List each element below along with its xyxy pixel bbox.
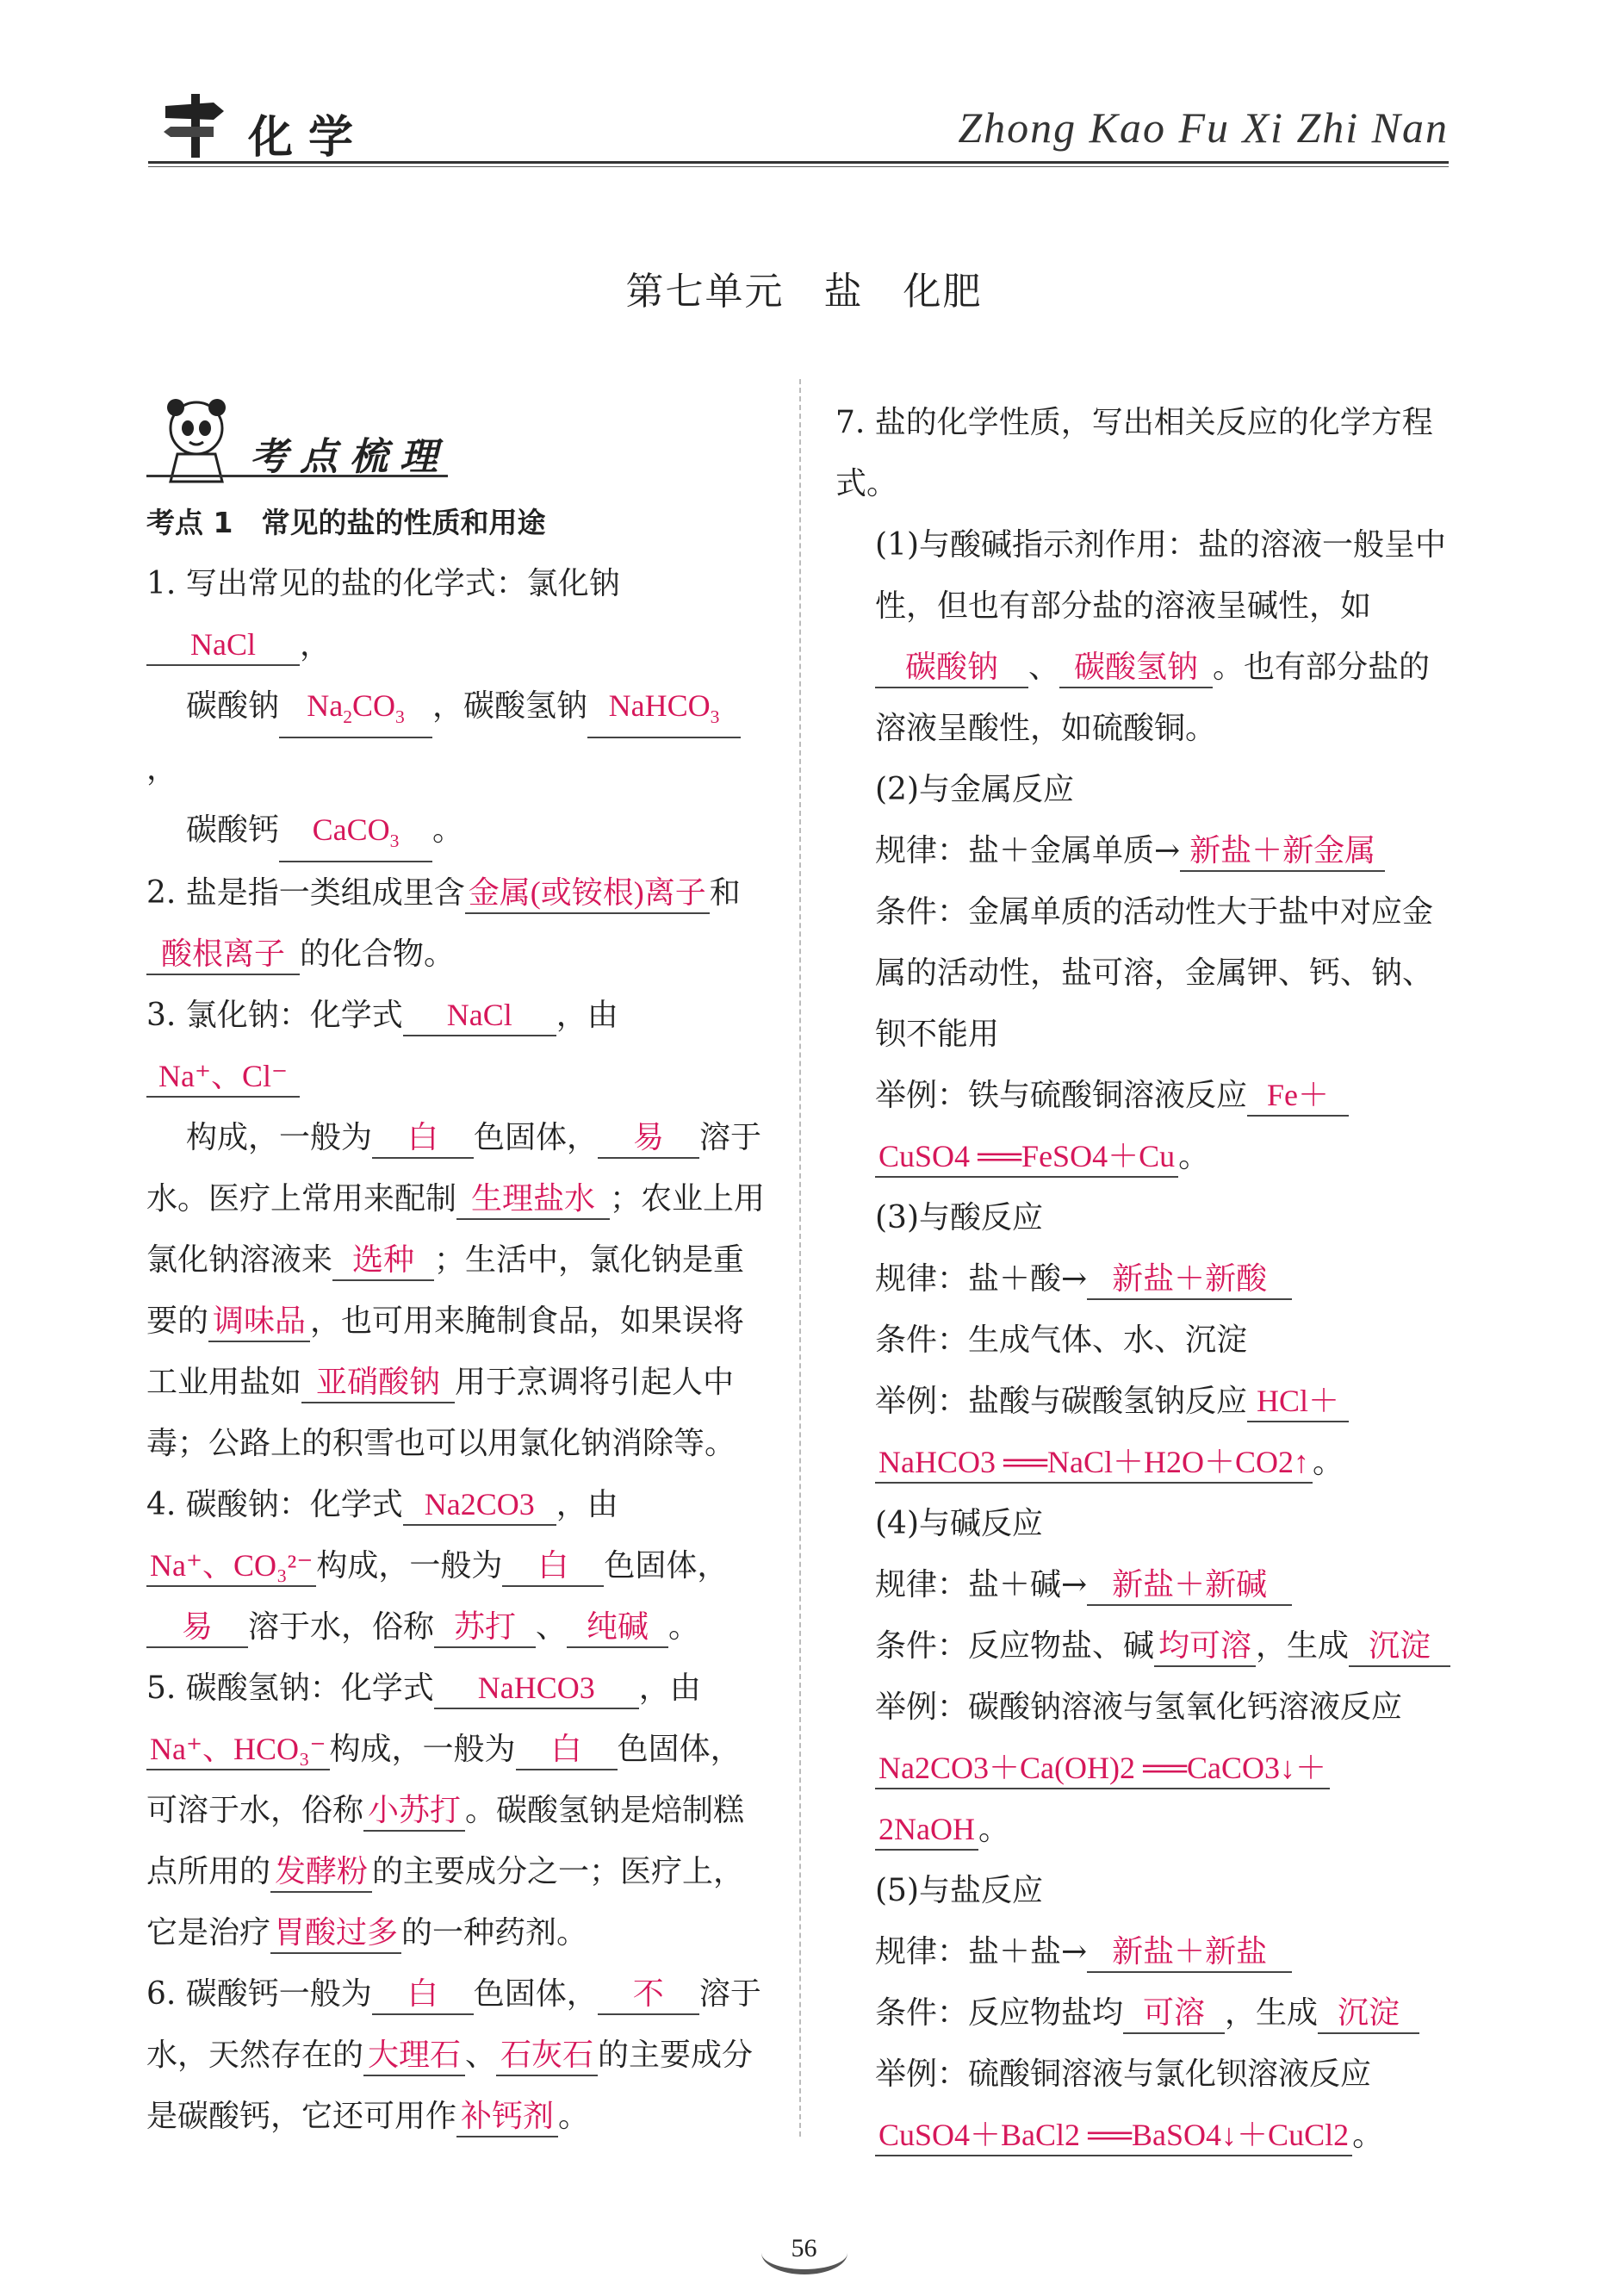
answer-blank: 沉淀 bbox=[1349, 1626, 1450, 1667]
answer-blank: 胃酸过多 bbox=[270, 1913, 401, 1954]
answer-blank: 可溶 bbox=[1123, 1993, 1225, 2034]
answer-blank: NaCl bbox=[403, 995, 556, 1036]
condition-4: 条件：反应物盐、碱 均可溶 ，生成 沉淀 bbox=[835, 1615, 1456, 1677]
answer-blank: 白 bbox=[516, 1729, 618, 1770]
answer-blank: 新盐＋新碱 bbox=[1087, 1565, 1292, 1606]
answer-blank: 新盐＋新金属 bbox=[1180, 831, 1385, 872]
example-3: 举例：盐酸与碳酸氢钠反应 HCl＋ NaHCO3 ══NaCl＋H2O＋CO2↑ 。 bbox=[835, 1371, 1456, 1493]
question-1: 1. 写出常见的盐的化学式：氯化钠NaCl ， 碳酸钠 $Na_2CO_3$ ，碳酸氢钠 NaHCO$_3$， 碳酸钙 CaCO$_3$ 。 bbox=[146, 553, 767, 862]
answer-blank: Na2CO3＋Ca(OH)2 ══CaCO3↓＋ bbox=[875, 1748, 1330, 1789]
answer-blank: 小苏打 bbox=[363, 1790, 465, 1832]
banner-rule bbox=[146, 475, 448, 477]
section-banner bbox=[146, 392, 767, 495]
right-column bbox=[835, 392, 1456, 2166]
column-divider bbox=[799, 379, 801, 2137]
answer-blank: 碳酸氢钠 bbox=[1059, 647, 1213, 688]
rule-3: 规律：盐＋酸→ 新盐＋新酸 bbox=[835, 1248, 1456, 1310]
banner-label: 考点梳理 bbox=[250, 435, 450, 479]
answer-blank: CaCO$_3$ bbox=[279, 810, 432, 862]
answer-blank: 不 bbox=[598, 1974, 699, 2015]
condition-3: 条件：生成气体、水、沉淀 bbox=[875, 1322, 1248, 1358]
answer-blank: 碳酸钠 bbox=[875, 647, 1028, 688]
series-title: Zhong Kao Fu Xi Zhi Nan bbox=[958, 103, 1449, 152]
page-footer bbox=[0, 2231, 1608, 2274]
signpost-logo-icon bbox=[162, 87, 231, 159]
answer-blank: NaHCO3 bbox=[434, 1668, 639, 1709]
answer-blank: 生理盐水 bbox=[456, 1179, 610, 1220]
answer-blank: 苏打 bbox=[434, 1607, 536, 1648]
question-6: 6. 碳酸钙一般为 白 色固体， 不 溶于水，天然存在的 大理石 、 石灰石 的主要成分是碳酸钙，它还可用作 补钙剂 。 bbox=[146, 1963, 767, 2147]
panda-mascot-icon bbox=[155, 392, 250, 487]
answer-blank: 易 bbox=[146, 1607, 248, 1648]
page-title: 第七单元 盐 化肥 bbox=[625, 270, 983, 314]
answer-blank: 易 bbox=[598, 1117, 699, 1159]
subsection-4-title: (4)与碱反应 bbox=[875, 1506, 1043, 1541]
rule-2: 规律：盐＋金属单质→ 新盐＋新金属 bbox=[835, 820, 1456, 881]
condition-2: 条件：金属单质的活动性大于盐中对应金属的活动性，盐可溶，金属钾、钙、钠、钡不能用 bbox=[875, 894, 1434, 1052]
example-2: 举例：铁与硫酸铜溶液反应 Fe＋ CuSO4 ══FeSO4＋Cu 。 bbox=[835, 1065, 1456, 1187]
answer-blank: 白 bbox=[372, 1117, 474, 1159]
answer-blank: 沉淀 bbox=[1318, 1993, 1419, 2034]
answer-blank: 酸根离子 bbox=[146, 934, 300, 975]
answer-blank: 石灰石 bbox=[496, 2035, 598, 2076]
topic-heading: 考点 1 常见的盐的性质和用途 bbox=[146, 506, 546, 539]
question-2: 2. 盐是指一类组成里含 金属(或铵根)离子 和酸根离子 的化合物。 bbox=[146, 862, 767, 985]
example-4: 举例：碳酸钠溶液与氢氧化钙溶液反应 Na2CO3＋Ca(OH)2 ══CaCO3↓＋ 2NaOH 。 bbox=[835, 1677, 1456, 1860]
subsection-5-title: (5)与盐反应 bbox=[875, 1873, 1043, 1908]
answer-blank: CuSO4 ══FeSO4＋Cu bbox=[875, 1136, 1178, 1178]
question-7: 7. 盐的化学性质，写出相关反应的化学方程式。 bbox=[835, 405, 1433, 501]
answer-blank: Na⁺、CO₃²⁻ bbox=[146, 1546, 316, 1587]
page-header bbox=[148, 82, 1449, 168]
answer-blank: NaHCO$_3$ bbox=[587, 686, 741, 738]
answer-blank: $Na_2CO_3$ bbox=[279, 686, 432, 738]
page-number: 56 bbox=[761, 2231, 847, 2274]
rule-4: 规律：盐＋碱→ 新盐＋新碱 bbox=[835, 1554, 1456, 1615]
answer-blank: NaHCO3 ══NaCl＋H2O＋CO2↑ bbox=[875, 1442, 1313, 1484]
subsection-3-title: (3)与酸反应 bbox=[875, 1200, 1043, 1235]
answer-blank: Na⁺、Cl⁻ bbox=[146, 1056, 300, 1098]
answer-blank: 白 bbox=[372, 1974, 474, 2015]
question-5: 5. 碳酸氢钠：化学式 NaHCO3 ，由Na⁺、HCO₃⁻ 构成，一般为 白 色固体，可溶于水，俗称 小苏打 。碳酸氢钠是焙制糕点所用的 发酵粉 的主要成分之一；医疗上，它是治疗 胃酸过多 的一种药剂。 bbox=[146, 1658, 767, 1963]
header-rule-thin bbox=[148, 166, 1449, 167]
answer-blank: 2NaOH bbox=[875, 1809, 978, 1851]
question-4: 4. 碳酸钠：化学式 Na2CO3 ，由Na⁺、CO₃²⁻ 构成，一般为 白 色固体，易 溶于水，俗称 苏打 、 纯碱 。 bbox=[146, 1474, 767, 1658]
answer-blank: 纯碱 bbox=[567, 1607, 668, 1648]
answer-blank: 大理石 bbox=[363, 2035, 465, 2076]
answer-blank: Na⁺、HCO₃⁻ bbox=[146, 1729, 330, 1770]
rule-5: 规律：盐＋盐→ 新盐＋新盐 bbox=[835, 1921, 1456, 1982]
answer-blank: 亚硝酸钠 bbox=[301, 1362, 455, 1403]
subsection-2-title: (2)与金属反应 bbox=[875, 772, 1074, 807]
answer-blank: 金属(或铵根)离子 bbox=[465, 873, 710, 914]
answer-blank: 补钙剂 bbox=[456, 2096, 558, 2137]
answer-blank: NaCl bbox=[146, 625, 300, 666]
answer-blank: 白 bbox=[502, 1546, 604, 1587]
answer-blank: 选种 bbox=[332, 1240, 434, 1281]
subsection-1: (1)与酸碱指示剂作用：盐的溶液一般呈中性，但也有部分盐的溶液呈碱性，如碳酸钠 、 碳酸氢钠 。也有部分盐的溶液呈酸性，如硫酸铜。 bbox=[875, 527, 1446, 746]
answer-blank: HCl＋ bbox=[1247, 1381, 1349, 1422]
left-column bbox=[146, 392, 767, 2147]
answer-blank: Na2CO3 bbox=[403, 1484, 556, 1526]
answer-blank: 新盐＋新酸 bbox=[1087, 1259, 1292, 1300]
header-rule bbox=[148, 161, 1449, 164]
question-3: 3. 氯化钠：化学式 NaCl ，由Na⁺、Cl⁻ 构成，一般为 白 色固体， 易 溶于水。医疗上常用来配制 生理盐水 ；农业上用氯化钠溶液来 选种 ；生活中，氯化钠是重要的 调味品 ，也可用来腌制食品，如果误将工业用盐如 亚硝酸钠 用于烹调将引起人中毒；公路上的积雪也可以用氯化钠消除等。 bbox=[146, 985, 767, 1474]
condition-5: 条件：反应物盐均 可溶 ，生成 沉淀 bbox=[835, 1982, 1456, 2044]
answer-blank: 发酵粉 bbox=[270, 1851, 372, 1893]
answer-blank: 调味品 bbox=[208, 1301, 310, 1342]
example-5: 举例：硫酸铜溶液与氯化钡溶液反应 CuSO4＋BaCl2 ══BaSO4↓＋CuCl2 。 bbox=[835, 2044, 1456, 2166]
answer-blank: 新盐＋新盐 bbox=[1087, 1932, 1292, 1973]
answer-blank: Fe＋ bbox=[1247, 1075, 1349, 1117]
subject-title: 化学 bbox=[248, 111, 369, 164]
answer-blank: 均可溶 bbox=[1154, 1626, 1256, 1667]
answer-blank: CuSO4＋BaCl2 ══BaSO4↓＋CuCl2 bbox=[875, 2115, 1352, 2156]
